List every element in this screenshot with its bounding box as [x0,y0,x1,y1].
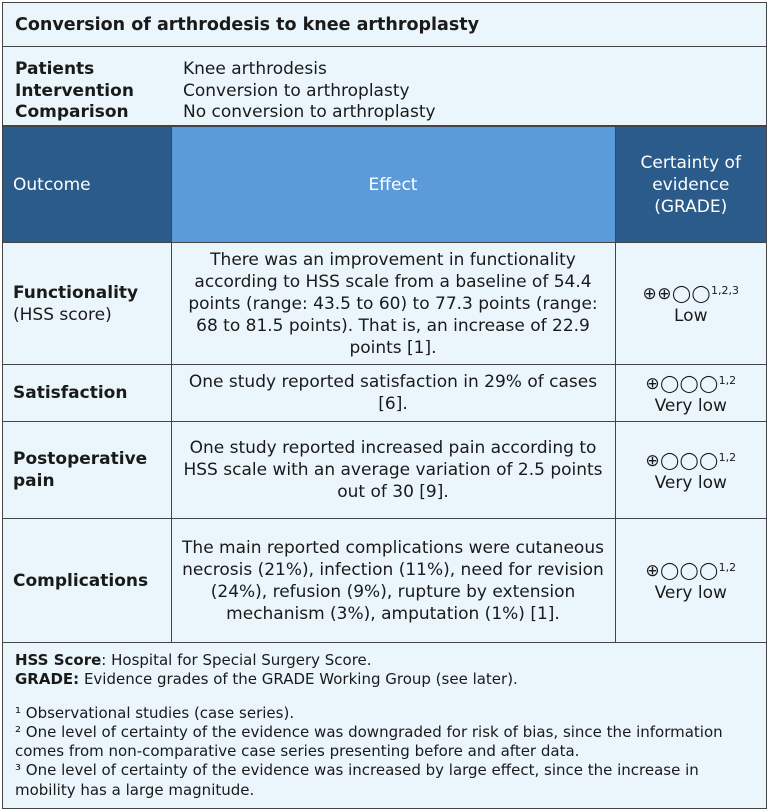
grade-symbols: ⊕⊕◯◯ [642,284,712,304]
table-notes [3,643,766,800]
outcome-name: Functionality [13,282,139,303]
outcome-cell [3,519,171,643]
effect-cell: The main reported complications were cutaneous necrosis (21%), infection (11%), need for revision (24%), refusion (9%), rupture by extension mechanism (3%), amputation (1%) [1]. [171,519,615,643]
outcomes-table [3,126,766,643]
outcome-name: Postoperative pain [13,449,148,491]
certainty-level: Very low [654,472,727,493]
certainty-level: Low [674,306,708,326]
footnote-refs: 1,2 [718,373,737,387]
effect-cell: One study reported satisfaction in 29% of cases [6]. [171,365,615,422]
header-outcome: Outcome [3,127,171,243]
pico-patients [15,59,754,81]
pico-key: Intervention [15,80,134,101]
abbreviation-hss [15,651,754,670]
grade-symbols: ⊕◯◯◯ [645,373,719,394]
certainty-level: Very low [654,583,727,603]
certainty-cell [615,243,766,365]
grade-symbols: ⊕◯◯◯ [645,450,719,471]
table-title: Conversion of arthrodesis to knee arthroplasty [3,3,766,47]
abbreviation-definition: Hospital for Special Surgery Score. [111,651,372,669]
pico-comparison [15,102,754,124]
abbreviation-definition: Evidence grades of the GRADE Working Group (see later). [83,670,518,689]
outcome-cell [3,422,171,519]
effect-cell: One study reported increased pain according to HSS scale with an average variation of 2.5 points out of 30 [9]. [171,422,615,519]
table-row [3,519,766,643]
pico-key: Patients [15,59,95,79]
certainty-cell [615,422,766,519]
outcome-subtitle: (HSS score) [13,304,112,325]
outcome-name: Satisfaction [13,383,128,403]
footnote-2: ² One level of certainty of the evidence was downgraded for risk of bias, since the information comes from non-comparative case series presenting before and after data. [15,722,723,761]
certainty-level: Very low [654,395,727,416]
header-effect: Effect [171,127,615,243]
outcome-cell [3,243,171,365]
pico-section [3,47,766,126]
abbreviation-grade [15,670,754,689]
pico-key: Comparison [15,102,129,122]
pico-intervention [15,81,754,103]
footnote-refs: 1,2,3 [711,284,740,297]
evidence-summary-table [2,2,767,809]
certainty-cell [615,365,766,422]
table-row [3,243,766,365]
abbreviation-term: GRADE: [15,670,80,689]
abbreviation-term: HSS Score [15,651,102,669]
outcome-cell [3,365,171,422]
effect-cell: There was an improvement in functionality according to HSS scale from a baseline of 54.4 points (range: 43.5 to 60) to 77.3 points (range: 68 to 81.5 points). That is, an increase of 22.9 points [1]. [171,243,615,365]
header-certainty: Certainty of evidence (GRADE) [615,127,766,243]
footnote-refs: 1,2 [718,450,737,464]
header-row [3,127,766,243]
pico-value: No conversion to arthroplasty [183,102,436,122]
footnote-3: ³ One level of certainty of the evidence was increased by large effect, since the increase in mobility has a large magnitude. [15,761,699,799]
footnote-1: ¹ Observational studies (case series). [15,703,295,722]
grade-symbols: ⊕◯◯◯ [645,561,719,581]
pico-value: Knee arthrodesis [183,59,327,79]
outcome-name: Complications [13,570,149,591]
abbreviation-separator: : [101,651,112,669]
certainty-cell [615,519,766,643]
footnote-refs: 1,2 [718,561,737,574]
table-row [3,422,766,519]
pico-value: Conversion to arthroplasty [183,80,410,101]
table-row [3,365,766,422]
